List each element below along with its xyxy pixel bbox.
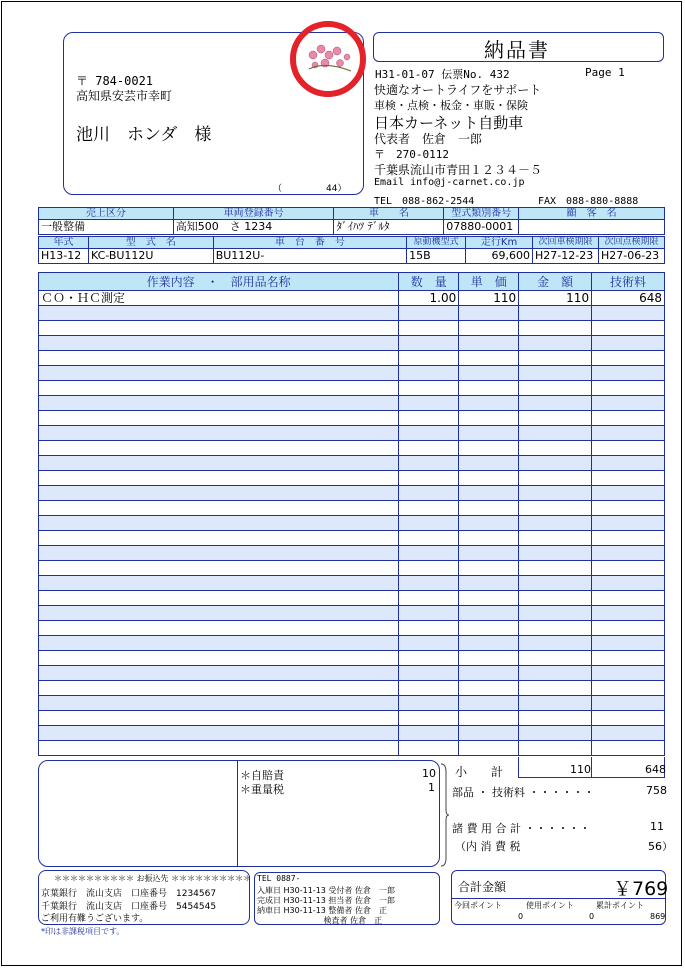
cell-amount [519,576,592,591]
table-row [39,741,665,756]
page-number: Page 1 [585,66,625,79]
hdr-next-inspection: 次回車検期限 [533,237,599,249]
cell-qty [399,366,459,381]
cell-labor [592,486,665,501]
grand-total-label: 合計金額 [458,880,507,894]
table-row [39,426,665,441]
cell-amount [519,711,592,726]
cell-price [459,681,519,696]
cell-amount [519,441,592,456]
table-row [39,726,665,741]
recipient-code-open: （ [273,184,283,194]
cell-labor [592,711,665,726]
subtotal-label: 小 計 [455,765,504,779]
table-row [39,516,665,531]
recipient-name: 池川 ホンダ 様 [76,125,212,145]
cell-price [459,651,519,666]
cell-labor [592,441,665,456]
sender-services: 車検・点検・板金・車販・保険 [374,99,528,112]
cell-price [459,711,519,726]
table-row [39,411,665,426]
parts-value: 758 [646,784,667,797]
cell-price [459,351,519,366]
cell-qty [399,726,459,741]
cell-name [39,516,399,531]
cell-name [39,651,399,666]
table-row [39,366,665,381]
cell-amount [519,336,592,351]
table-row [39,321,665,336]
table-row [39,546,665,561]
sender-tel: TEL 088-862-2544 [374,196,475,207]
cell-name [39,726,399,741]
tax-exempt-note: *印は非課税項目です。 [41,927,125,936]
cell-name [39,576,399,591]
cell-price [459,696,519,711]
cell-price [459,546,519,561]
hdr-sales-type: 売上区分 [39,208,174,220]
cell-price [459,381,519,396]
cell-amount [519,726,592,741]
cell-amount [519,381,592,396]
cell-price [459,471,519,486]
cell-name [39,456,399,471]
cell-name [39,666,399,681]
sender-fax: FAX 088-880-8888 [538,196,639,207]
cell-amount [519,651,592,666]
sender-email: Email info@j-carnet.co.jp [374,177,525,188]
cell-qty [399,531,459,546]
table-row [39,591,665,606]
cell-price [459,576,519,591]
table-row [39,291,665,306]
fees-value: 11 [650,820,664,833]
table-row [39,531,665,546]
cell-amount [519,561,592,576]
bank-line-1: 京葉銀行 流山支店 口座番号 1234567 [41,889,217,899]
cell-price [459,486,519,501]
vehicle-table-2 [38,236,665,264]
cell-amount [519,321,592,336]
bank-header: ＊＊＊＊＊＊＊＊＊＊ お振込先 ＊＊＊＊＊＊＊＊＊＊ [54,874,252,883]
hdr-next-check: 次回点検期限 [598,237,664,249]
cell-price [459,366,519,381]
hdr-model: 型 式 名 [88,237,213,249]
cell-qty [399,441,459,456]
cell-qty: 1.00 [399,291,459,306]
table-row [39,606,665,621]
hdr-labor: 技術料 [592,273,665,291]
cell-qty [399,516,459,531]
cell-qty [399,351,459,366]
cell-amount [519,471,592,486]
sender-address: 千葉県流山市青田１２３４－５ [374,163,543,177]
cell-labor [592,411,665,426]
val-engine: 15B [407,249,466,264]
cell-qty [399,456,459,471]
cell-labor [592,336,665,351]
val-sales-type: 一般整備 [39,220,174,235]
val-next-inspection: H27-12-23 [533,249,599,264]
cell-labor [592,621,665,636]
cell-qty [399,396,459,411]
cell-labor [592,696,665,711]
table-row [39,351,665,366]
subtotal-divider [591,757,592,778]
cell-price [459,396,519,411]
hdr-type-no: 型式類別番号 [444,208,519,220]
parts-label: 部品 ・ 技術料 ・・・・・・ [452,786,595,799]
cell-name [39,426,399,441]
fees-label: 諸 費 用 合 計 ・・・・・・ [452,822,591,835]
subtotal-labor: 648 [645,763,666,776]
cell-name [39,606,399,621]
cell-qty [399,381,459,396]
cell-labor [592,606,665,621]
cell-labor [592,741,665,756]
cell-amount [519,741,592,756]
hdr-item-name: 作業内容 ・ 部用品名称 [39,273,399,291]
cell-price [459,666,519,681]
sender-company: 日本カーネット自動車 [374,114,524,132]
cell-amount [519,681,592,696]
cell-qty [399,411,459,426]
cell-labor [592,471,665,486]
cell-amount [519,546,592,561]
cell-price [459,591,519,606]
cell-amount [519,501,592,516]
cell-labor [592,306,665,321]
cell-name [39,591,399,606]
val-next-check: H27-06-23 [598,249,664,264]
cell-qty [399,741,459,756]
vehicle-table-1 [38,207,665,235]
table-row [39,561,665,576]
cell-labor [592,726,665,741]
staff-tel: TEL 0887- [257,874,301,883]
cell-name [39,681,399,696]
cell-amount [519,396,592,411]
bank-line-2: 千葉銀行 流山支店 口座番号 5454545 [41,902,217,912]
cell-qty [399,546,459,561]
staff-row-1: 入庫日 H30-11-13 受付者 佐倉 一郎 [257,886,395,895]
bank-thanks: ご利用有難うございます。 [41,914,149,924]
cell-qty [399,321,459,336]
table-row [39,621,665,636]
totals-bracket [438,762,450,868]
cell-amount [519,591,592,606]
table-row [39,441,665,456]
table-row [39,576,665,591]
hdr-mileage: 走行Km [466,237,533,249]
cell-labor [592,516,665,531]
cell-name [39,711,399,726]
cell-qty [399,621,459,636]
cell-price: 110 [459,291,519,306]
cell-price [459,336,519,351]
cell-qty [399,606,459,621]
cell-qty [399,636,459,651]
val-year: H13-12 [39,249,89,264]
note-val-2: 1 [428,781,435,794]
point-total: 869 [650,912,666,921]
table-row [39,471,665,486]
cell-qty [399,336,459,351]
cell-amount [519,411,592,426]
cell-price [459,441,519,456]
cell-amount [519,486,592,501]
cell-qty [399,696,459,711]
sender-rep: 代表者 佐倉 一郎 [374,132,483,146]
cell-name [39,336,399,351]
cell-name [39,486,399,501]
cell-labor [592,426,665,441]
cell-amount [519,426,592,441]
table-row [39,501,665,516]
cell-name [39,696,399,711]
cell-price [459,741,519,756]
cell-price [459,531,519,546]
cell-price [459,456,519,471]
cell-qty [399,591,459,606]
val-model: KC-BU112U [88,249,213,264]
hdr-year: 年式 [39,237,89,249]
hdr-price: 単 価 [459,273,519,291]
cell-price [459,501,519,516]
cell-qty [399,306,459,321]
cell-amount [519,666,592,681]
val-customer [519,220,665,235]
cell-qty [399,576,459,591]
cell-name [39,531,399,546]
val-type-no: 07880-0001 [444,220,519,235]
val-chassis: BU112U- [213,249,406,264]
cell-price [459,636,519,651]
cell-qty [399,471,459,486]
cell-price [459,561,519,576]
cell-qty [399,501,459,516]
cell-labor [592,666,665,681]
table-row [39,456,665,471]
note-item-1: ＊自賠責 [240,769,284,782]
hdr-customer: 顧 客 名 [519,208,665,220]
cell-amount: 110 [519,291,592,306]
notes-divider [237,761,238,866]
cell-name [39,396,399,411]
subtotal-amount: 110 [570,763,591,776]
table-row [39,711,665,726]
recipient-code: 44） [326,184,347,194]
table-row [39,681,665,696]
cell-price [459,516,519,531]
cell-labor [592,576,665,591]
cell-amount [519,366,592,381]
cell-price [459,726,519,741]
cell-name: ＣＯ・ＨＣ測定 [39,291,399,306]
cell-price [459,411,519,426]
cell-name [39,561,399,576]
sender-postal: 〒 270-0112 [374,148,449,161]
cell-amount [519,516,592,531]
cell-name [39,381,399,396]
cell-labor [592,531,665,546]
logo-stamp [285,11,373,97]
cell-labor [592,351,665,366]
cell-name [39,636,399,651]
tax-label: （内 消 費 税 [455,840,521,853]
cell-labor [592,396,665,411]
cell-amount [519,351,592,366]
cell-name [39,441,399,456]
notes-box [38,760,440,867]
cell-qty [399,711,459,726]
table-row [39,396,665,411]
val-car-name: ﾀﾞｲﾊﾂ ﾃﾞﾙﾀ [334,220,444,235]
cell-labor [592,381,665,396]
cell-qty [399,651,459,666]
table-row [39,381,665,396]
cell-price [459,306,519,321]
hdr-car-name: 車 名 [334,208,444,220]
cell-qty [399,561,459,576]
cell-name [39,366,399,381]
staff-row-2: 完成日 H30-11-13 担当者 佐倉 一郎 [257,896,395,905]
hdr-amount: 金 額 [519,273,592,291]
cell-price [459,621,519,636]
sender-slogan: 快適なオートライフをサポート [374,83,542,97]
table-row [39,306,665,321]
hdr-reg-no: 車両登録番号 [173,208,334,220]
cell-qty [399,666,459,681]
date-slip: H31-01-07 伝票No. 432 [375,68,510,81]
cell-name [39,411,399,426]
table-row [39,336,665,351]
tax-value: 56） [648,840,673,853]
grand-total-value: ￥769 [613,878,669,900]
point-now: 0 [518,912,524,921]
cell-amount [519,621,592,636]
point-now-label: 今回ポイント [454,901,502,910]
cell-amount [519,606,592,621]
hdr-engine: 原動機型式 [407,237,466,249]
table-row [39,486,665,501]
point-used: 0 [589,912,595,921]
cell-amount [519,531,592,546]
table-row [39,651,665,666]
cell-labor [592,591,665,606]
cell-labor [592,561,665,576]
note-val-1: 10 [422,767,436,780]
cell-labor [592,456,665,471]
note-item-2: ＊重量税 [240,783,284,796]
point-total-label: 累計ポイント [596,901,644,910]
cell-name [39,306,399,321]
cell-labor [592,681,665,696]
hdr-chassis: 車 台 番 号 [213,237,406,249]
cell-price [459,426,519,441]
cell-labor [592,501,665,516]
val-mileage: 69,600 [466,249,533,264]
staff-row-4: 検査者 佐倉 正 [257,916,383,925]
cell-name [39,471,399,486]
cell-name [39,351,399,366]
cell-labor [592,651,665,666]
table-row [39,636,665,651]
cell-price [459,321,519,336]
cell-name [39,321,399,336]
cell-name [39,546,399,561]
point-used-label: 使用ポイント [526,901,574,910]
cell-name [39,621,399,636]
cell-qty [399,681,459,696]
cell-amount [519,456,592,471]
cell-name [39,741,399,756]
cell-qty [399,426,459,441]
cell-labor [592,636,665,651]
doc-title: 納品書 [484,38,550,62]
table-row [39,696,665,711]
cell-amount [519,306,592,321]
hdr-qty: 数 量 [399,273,459,291]
cell-qty [399,486,459,501]
table-row [39,666,665,681]
cell-price [459,606,519,621]
cell-labor [592,321,665,336]
staff-row-3: 納車日 H30-11-13 整備者 佐倉 正 [257,906,387,915]
cell-name [39,501,399,516]
recipient-postal: 〒 784-0021 [76,74,154,88]
val-reg-no: 高知500 さ 1234 [173,220,334,235]
cell-labor: 648 [592,291,665,306]
recipient-address: 高知県安芸市幸町 [76,89,173,103]
cell-amount [519,696,592,711]
cell-labor [592,366,665,381]
cell-labor [592,546,665,561]
items-table [38,272,665,756]
cell-amount [519,636,592,651]
